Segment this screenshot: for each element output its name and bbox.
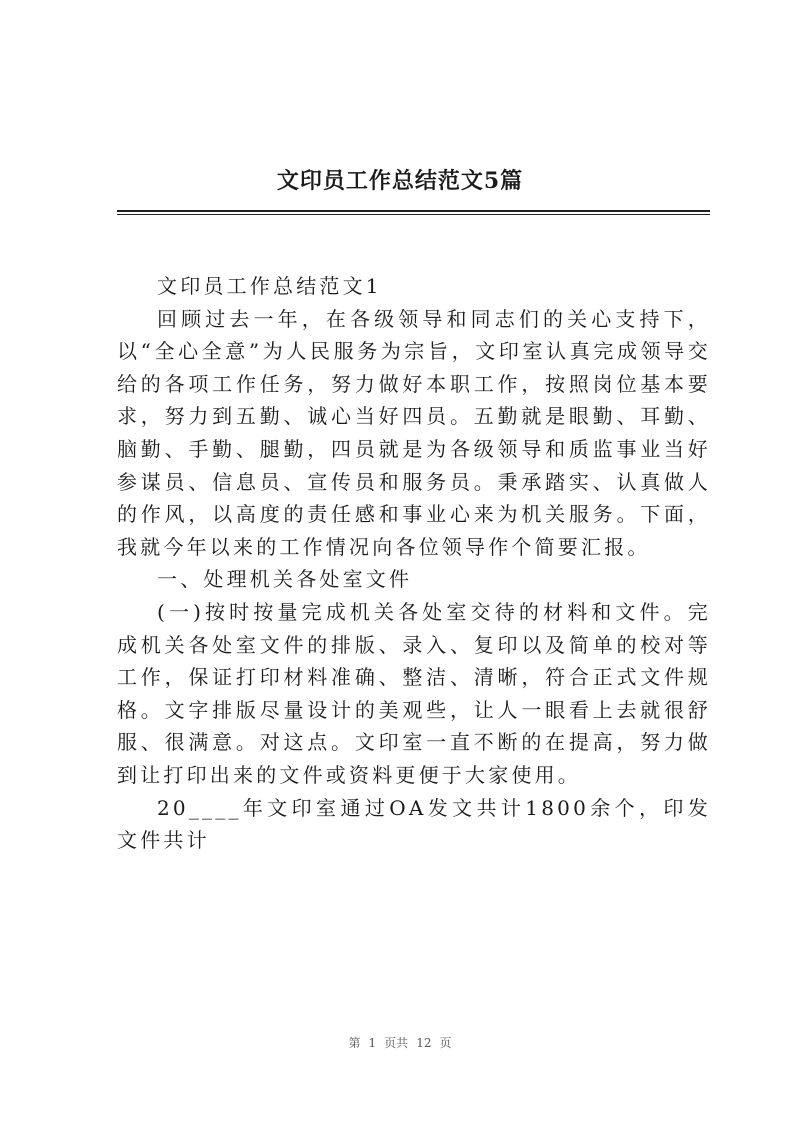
section-heading: 文印员工作总结范文1 [157,274,382,298]
footer-current-page: 1 [368,1036,377,1050]
footer-suffix: 页 [439,1036,452,1050]
paragraph: 20____年文印室通过OA发文共计1800余个，印发文件共计 [117,795,711,853]
paragraph: 回顾过去一年，在各级领导和同志们的关心支持下，以“全心全意”为人民服务为宗旨，文印室认真完成领导交给的各项工作任务，努力做好本职工作，按照岗位基本要求，努力到五勤、诚心当好四员。五勤就是眼勤、耳勤、脑勤、手勤、腿勤，四员就是为各级领导和质监事业当好参谋员、信息员、宣传员和服务员。秉承踏实、认真做人的作风，以高度的责任感和事业心来为机关服务。下面，我就今年以来的工作情况向各位领导作个简要汇报。 [117,306,711,559]
footer-prefix: 第 [348,1036,361,1050]
page-footer [0,1034,800,1051]
paragraph: (一)按时按量完成机关各处室交待的材料和文件。完成机关各处室文件的排版、录入、复印以及简单的校对等工作，保证打印材料准确、整洁、清晰，符合正式文件规格。文字排版尽量设计的美观些，让人一眼看上去就很舒服、很满意。对这点。文印室一直不断的在提高，努力做到让打印出来的文件或资料更便于大家使用。 [117,599,711,787]
title-divider-thick [117,210,710,212]
page-title: 文印员工作总结范文5篇 [276,168,524,194]
document-body [117,270,711,857]
subsection-heading: 一、处理机关各处室文件 [157,567,413,592]
footer-total-pages: 12 [416,1036,432,1050]
title-divider-thin [117,214,710,215]
footer-middle: 页共 [384,1036,409,1050]
